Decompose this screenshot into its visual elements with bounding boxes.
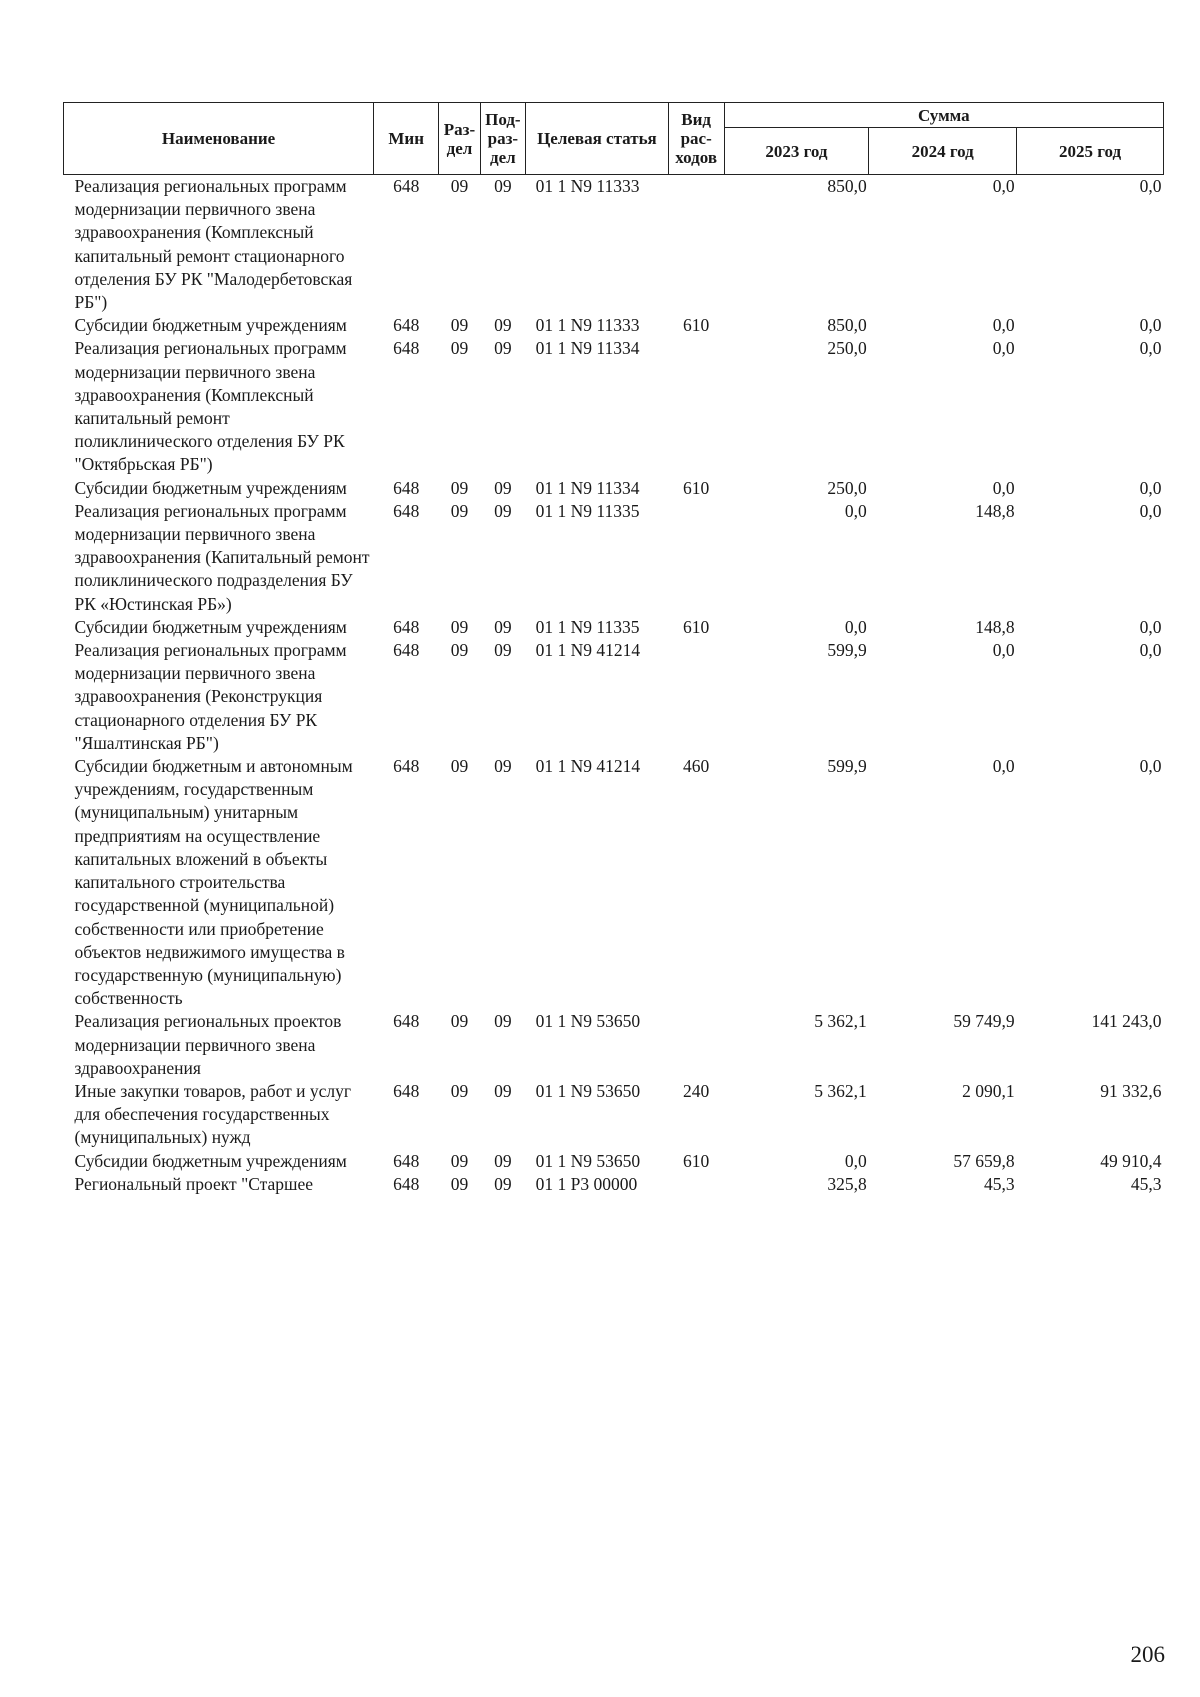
row-subsection: 09 <box>494 616 512 637</box>
header-razdel: Раз-дел <box>439 103 480 175</box>
row-amount-2023: 325,8 <box>827 1173 867 1194</box>
row-section: 09 <box>450 338 469 359</box>
row-amount-2023: 5 362,1 <box>814 1080 867 1101</box>
row-section: 09 <box>450 315 469 336</box>
row-ministry: 648 <box>393 315 420 336</box>
table-header <box>64 103 1164 175</box>
row-amount-2024: 0,0 <box>992 477 1015 498</box>
table-row <box>64 477 1164 500</box>
row-name: Реализация региональных программ модернизации первичного звена здравоохранения (Капитальный ремонт поликлинического подразделения БУ РК «Юстинская РБ») <box>74 500 370 614</box>
row-amount-2025: 0,0 <box>1139 315 1162 336</box>
row-amount-2024: 2 090,1 <box>962 1080 1015 1101</box>
table-row <box>64 1173 1164 1196</box>
row-ministry: 648 <box>393 477 420 498</box>
row-amount-2023: 0,0 <box>844 500 867 521</box>
row-expense-type <box>668 337 724 476</box>
page-number: 206 <box>1130 1642 1165 1667</box>
row-subsection: 09 <box>494 1173 512 1194</box>
header-podrazdel: Под-раз-дел <box>480 103 525 175</box>
header-year-2023: 2023 год <box>724 128 869 175</box>
header-min: Мин <box>374 103 439 175</box>
row-amount-2023: 599,9 <box>827 756 867 777</box>
table-row <box>64 500 1164 616</box>
row-amount-2025: 91 332,6 <box>1100 1080 1162 1101</box>
row-amount-2023: 0,0 <box>844 616 867 637</box>
row-amount-2025: 49 910,4 <box>1100 1150 1162 1171</box>
row-expense-type: 610 <box>683 315 710 336</box>
row-subsection: 09 <box>494 176 512 196</box>
row-expense-type <box>668 1010 724 1080</box>
row-ministry: 648 <box>393 176 420 196</box>
row-name: Иные закупки товаров, работ и услуг для обеспечения государственных (муниципальных) нужд <box>74 1080 352 1148</box>
row-name: Субсидии бюджетным учреждениям <box>74 616 347 637</box>
header-year-2025: 2025 год <box>1017 128 1164 175</box>
table-row <box>64 314 1164 337</box>
header-expense-type: Вид рас-ходов <box>668 103 724 175</box>
row-subsection: 09 <box>494 477 512 498</box>
row-name: Субсидии бюджетным учреждениям <box>74 1150 347 1171</box>
row-name: Субсидии бюджетным учреждениям <box>74 315 347 336</box>
row-section: 09 <box>450 500 469 521</box>
row-subsection: 09 <box>494 1080 512 1101</box>
row-amount-2024: 0,0 <box>992 756 1015 777</box>
row-target-article: 01 1 N9 11333 <box>535 315 640 336</box>
header-name: Наименование <box>64 103 374 175</box>
row-target-article: 01 1 N9 53650 <box>535 1011 641 1032</box>
row-target-article: 01 1 N9 53650 <box>535 1080 641 1101</box>
row-amount-2023: 599,9 <box>827 640 867 661</box>
row-amount-2025: 0,0 <box>1139 176 1162 196</box>
row-target-article: 01 1 P3 00000 <box>535 1173 638 1194</box>
table-row <box>64 639 1164 755</box>
row-target-article: 01 1 N9 41214 <box>535 756 641 777</box>
row-expense-type: 240 <box>683 1080 710 1101</box>
row-ministry: 648 <box>393 616 420 637</box>
row-expense-type <box>668 1173 724 1196</box>
row-ministry: 648 <box>393 1011 420 1032</box>
row-section: 09 <box>450 616 469 637</box>
row-target-article: 01 1 N9 11334 <box>535 477 640 498</box>
row-subsection: 09 <box>494 1150 512 1171</box>
header-sum: Сумма <box>724 103 1163 128</box>
budget-table <box>63 102 1164 1196</box>
row-amount-2024: 148,8 <box>975 500 1015 521</box>
row-amount-2024: 0,0 <box>992 640 1015 661</box>
row-name: Реализация региональных программ модернизации первичного звена здравоохранения (Реконструкция стационарного отделения БУ РК "Яшалтинская РБ") <box>74 640 347 753</box>
row-amount-2025: 0,0 <box>1139 616 1162 637</box>
row-ministry: 648 <box>393 500 420 521</box>
row-target-article: 01 1 N9 53650 <box>535 1150 641 1171</box>
row-section: 09 <box>450 1173 469 1194</box>
row-amount-2023: 250,0 <box>827 477 867 498</box>
row-amount-2024: 59 749,9 <box>953 1011 1015 1032</box>
row-amount-2023: 0,0 <box>844 1150 867 1171</box>
header-target-article: Целевая статья <box>526 103 669 175</box>
row-ministry: 648 <box>393 338 420 359</box>
row-expense-type: 610 <box>683 1150 710 1171</box>
table-row <box>64 1080 1164 1150</box>
table-row <box>64 755 1164 1010</box>
row-expense-type: 610 <box>683 616 710 637</box>
row-amount-2025: 0,0 <box>1139 500 1162 521</box>
row-subsection: 09 <box>494 338 512 359</box>
row-amount-2025: 0,0 <box>1139 477 1162 498</box>
row-ministry: 648 <box>393 640 420 661</box>
row-expense-type <box>668 175 724 315</box>
row-section: 09 <box>450 477 469 498</box>
row-section: 09 <box>450 756 469 777</box>
row-subsection: 09 <box>494 1011 512 1032</box>
row-amount-2024: 0,0 <box>992 176 1015 196</box>
row-expense-type <box>668 639 724 755</box>
row-subsection: 09 <box>494 756 512 777</box>
table-row <box>64 616 1164 639</box>
row-amount-2023: 250,0 <box>827 338 867 359</box>
row-section: 09 <box>450 1080 469 1101</box>
table-row <box>64 175 1164 315</box>
row-amount-2024: 148,8 <box>975 616 1015 637</box>
row-target-article: 01 1 N9 41214 <box>535 640 641 661</box>
row-name: Реализация региональных программ модернизации первичного звена здравоохранения (Комплексный капитальный ремонт стационарного отделения БУ РК "Малодербетовская РБ") <box>74 176 353 313</box>
row-target-article: 01 1 N9 11335 <box>535 500 640 521</box>
table-body <box>64 175 1164 1196</box>
table-row <box>64 1150 1164 1173</box>
row-amount-2025: 141 243,0 <box>1091 1011 1162 1032</box>
row-target-article: 01 1 N9 11333 <box>535 176 640 196</box>
row-section: 09 <box>450 1150 469 1171</box>
row-ministry: 648 <box>393 1150 420 1171</box>
table-row <box>64 337 1164 476</box>
row-amount-2025: 0,0 <box>1139 338 1162 359</box>
row-ministry: 648 <box>393 1173 420 1194</box>
row-amount-2024: 57 659,8 <box>953 1150 1015 1171</box>
row-target-article: 01 1 N9 11335 <box>535 616 640 637</box>
row-amount-2024: 0,0 <box>992 315 1015 336</box>
row-section: 09 <box>450 640 469 661</box>
header-year-2024: 2024 год <box>869 128 1017 175</box>
row-section: 09 <box>450 176 469 196</box>
row-subsection: 09 <box>494 500 512 521</box>
row-expense-type: 460 <box>683 756 710 777</box>
row-subsection: 09 <box>494 315 512 336</box>
row-ministry: 648 <box>393 1080 420 1101</box>
row-name: Реализация региональных программ модернизации первичного звена здравоохранения (Комплексный капитальный ремонт поликлинического отделения БУ РК "Октябрьская РБ") <box>74 338 347 475</box>
row-amount-2023: 5 362,1 <box>814 1011 867 1032</box>
row-name: Субсидии бюджетным и автономным учреждениям, государственным (муниципальным) унитарным предприятиям на осуществление капитальных вложений в объекты капитального строительства государственной (муниципальной) собственности или приобретение объектов недвижимого имущества в государственную (муниципальную) собственность <box>74 756 353 1009</box>
row-amount-2025: 45,3 <box>1130 1173 1162 1194</box>
table-row <box>64 1010 1164 1080</box>
row-expense-type: 610 <box>683 477 710 498</box>
row-expense-type <box>668 500 724 616</box>
row-amount-2025: 0,0 <box>1139 640 1162 661</box>
row-amount-2023: 850,0 <box>827 315 867 336</box>
row-amount-2024: 0,0 <box>992 338 1015 359</box>
row-subsection: 09 <box>494 640 512 661</box>
row-ministry: 648 <box>393 756 420 777</box>
row-amount-2025: 0,0 <box>1139 756 1162 777</box>
row-amount-2023: 850,0 <box>827 176 867 196</box>
row-name: Субсидии бюджетным учреждениям <box>74 477 347 498</box>
row-name: Региональный проект "Старшее <box>74 1173 314 1194</box>
row-target-article: 01 1 N9 11334 <box>535 338 640 359</box>
row-amount-2024: 45,3 <box>984 1173 1015 1194</box>
row-name: Реализация региональных проектов модернизации первичного звена здравоохранения <box>74 1011 342 1078</box>
row-section: 09 <box>450 1011 469 1032</box>
